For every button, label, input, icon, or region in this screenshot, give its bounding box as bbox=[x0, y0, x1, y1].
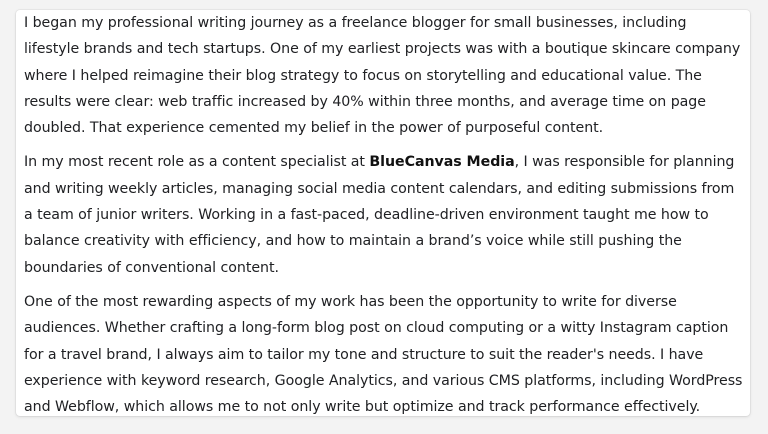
paragraph-2 bbox=[24, 149, 744, 280]
paragraph-3: One of the most rewarding aspects of my work has been the opportunity to write for diverse audiences. Whether crafting a long-form blog post on cloud computing or a witty Instagram caption for a travel brand, I always aim to tailor my tone and structure to suit the reader's needs. I have experience with keyword research, Google Analytics, and various CMS platforms, including WordPress and Webflow, which allows me to not only write but optimize and track performance effectively. bbox=[24, 293, 743, 416]
paragraph-1: I began my professional writing journey as a freelance blogger for small businesses, including lifestyle brands and tech startups. One of my earliest projects was with a boutique skincare company where I helped reimagine their blog strategy to focus on storytelling and educational value. The results were clear: web traffic increased by 40% within three months, and average time on page doubled. That experience cemented my belief in the power of purposeful content. bbox=[24, 15, 741, 137]
paragraph-2-rest: , I was responsible for planning and writing weekly articles, managing social media content calendars, and editing submissions from a team of junior writers. Working in a fast-paced, deadline-driven environment taught me how to balance creativity with efficiency, and how to maintain a brand’s voice while still pushing the boundaries of conventional content. bbox=[24, 154, 735, 276]
paragraph-2-intro: In my most recent role as a content specialist at bbox=[24, 154, 370, 171]
company-name: BlueCanvas Media bbox=[369, 154, 515, 171]
document-card bbox=[16, 10, 750, 416]
